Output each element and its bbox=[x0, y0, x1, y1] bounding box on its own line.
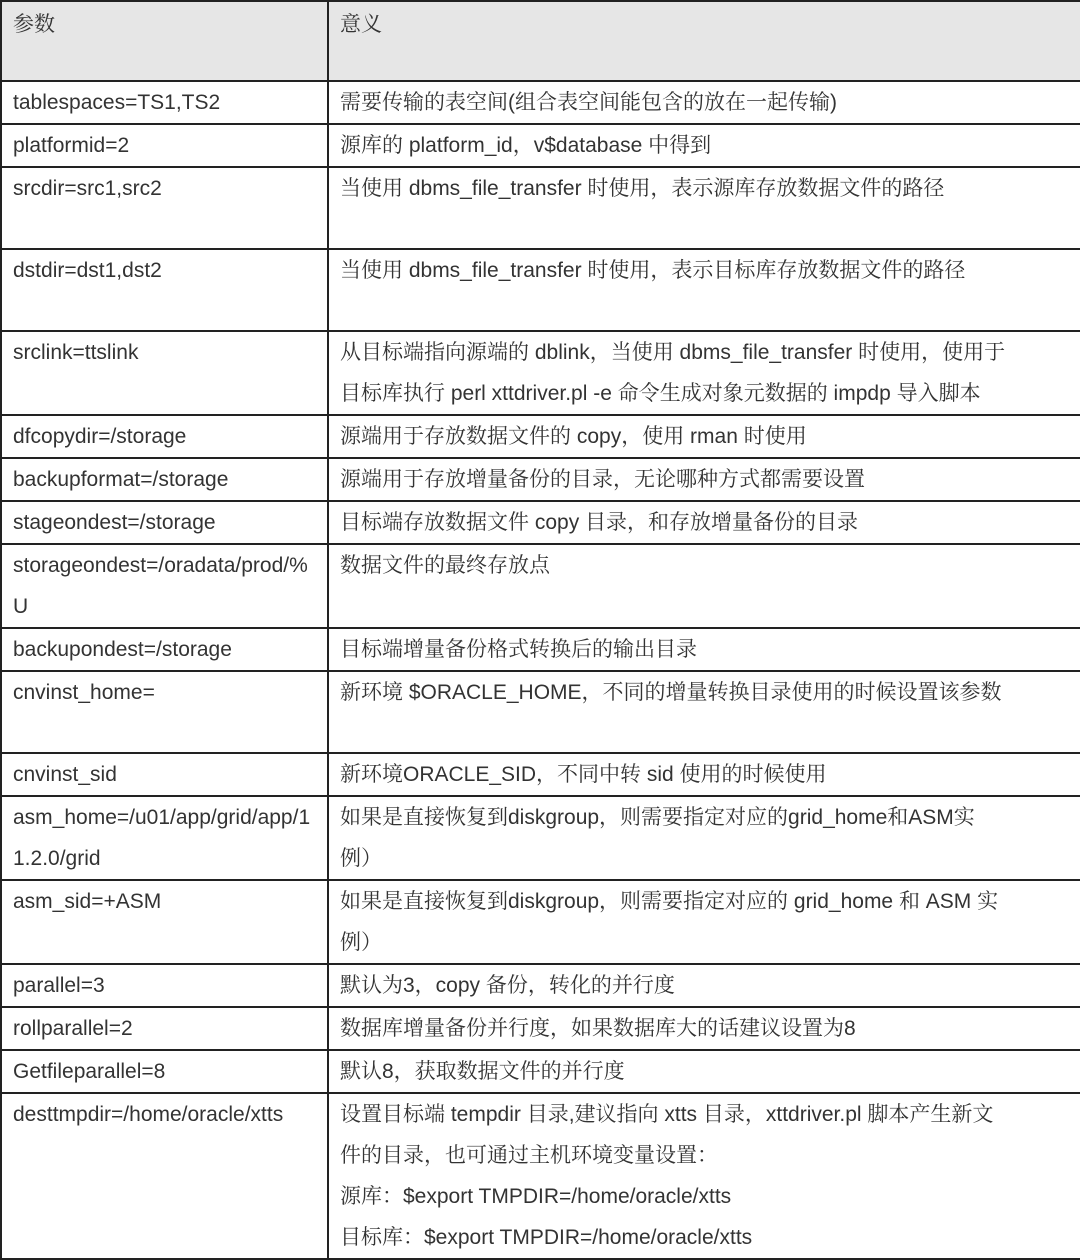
param-cell: desttmpdir=/home/oracle/xtts bbox=[1, 1093, 328, 1259]
meaning-cell bbox=[328, 671, 1080, 753]
table-row bbox=[1, 501, 1080, 544]
meaning-cell bbox=[328, 331, 1080, 415]
param-cell: dfcopydir=/storage bbox=[1, 415, 328, 458]
param-cell: rollparallel=2 bbox=[1, 1007, 328, 1050]
header-meaning: 意义 bbox=[328, 1, 1080, 81]
meaning-cell bbox=[328, 753, 1080, 796]
param-cell: cnvinst_home= bbox=[1, 671, 328, 753]
header-param: 参数 bbox=[1, 1, 328, 81]
param-cell: srcdir=src1,src2 bbox=[1, 167, 328, 249]
meaning-line: 例） bbox=[340, 931, 382, 954]
table-row bbox=[1, 249, 1080, 331]
meaning-cell bbox=[328, 501, 1080, 544]
header-row bbox=[1, 1, 1080, 81]
table-row bbox=[1, 796, 1080, 880]
table-body bbox=[1, 81, 1080, 1259]
param-cell: Getfileparallel=8 bbox=[1, 1050, 328, 1093]
table-row bbox=[1, 331, 1080, 415]
table-row bbox=[1, 1093, 1080, 1259]
param-cell: platformid=2 bbox=[1, 124, 328, 167]
meaning-line: 例） bbox=[340, 847, 382, 870]
param-cell: stageondest=/storage bbox=[1, 501, 328, 544]
param-cell: tablespaces=TS1,TS2 bbox=[1, 81, 328, 124]
meaning-line: 目标端存放数据文件 copy 目录，和存放增量备份的目录 bbox=[340, 511, 859, 534]
meaning-line: 件的目录，也可通过主机环境变量设置： bbox=[340, 1144, 718, 1167]
meaning-cell bbox=[328, 796, 1080, 880]
meaning-line: 源库：$export TMPDIR=/home/oracle/xtts bbox=[340, 1185, 732, 1208]
meaning-line: 当使用 dbms_file_transfer 时使用，表示目标库存放数据文件的路径 bbox=[340, 259, 966, 282]
meaning-line: 设置目标端 tempdir 目录,建议指向 xtts 目录，xttdriver.pl 脚本产生新文 bbox=[340, 1103, 994, 1126]
param-cell: asm_sid=+ASM bbox=[1, 880, 328, 964]
meaning-cell bbox=[328, 458, 1080, 501]
table-row bbox=[1, 415, 1080, 458]
meaning-line: 目标库：$export TMPDIR=/home/oracle/xtts bbox=[340, 1226, 753, 1249]
meaning-line: 源端用于存放增量备份的目录，无论哪种方式都需要设置 bbox=[340, 468, 865, 491]
meaning-cell bbox=[328, 880, 1080, 964]
param-cell: cnvinst_sid bbox=[1, 753, 328, 796]
table-row bbox=[1, 880, 1080, 964]
meaning-line: 源端用于存放数据文件的 copy，使用 rman 时使用 bbox=[340, 425, 807, 448]
meaning-cell bbox=[328, 1050, 1080, 1093]
table-row bbox=[1, 1050, 1080, 1093]
meaning-line: 默认为3，copy 备份，转化的并行度 bbox=[340, 974, 675, 997]
meaning-cell bbox=[328, 1093, 1080, 1259]
meaning-cell bbox=[328, 1007, 1080, 1050]
meaning-cell bbox=[328, 167, 1080, 249]
param-cell: srclink=ttslink bbox=[1, 331, 328, 415]
meaning-line: 数据库增量备份并行度，如果数据库大的话建议设置为8 bbox=[340, 1017, 856, 1040]
table-row bbox=[1, 671, 1080, 753]
meaning-line: 目标库执行 perl xttdriver.pl -e 命令生成对象元数据的 impdp 导入脚本 bbox=[340, 382, 981, 405]
param-cell: asm_home=/u01/app/grid/app/11.2.0/grid bbox=[1, 796, 328, 880]
table-row bbox=[1, 81, 1080, 124]
meaning-cell bbox=[328, 249, 1080, 331]
meaning-cell bbox=[328, 415, 1080, 458]
meaning-line: 默认8，获取数据文件的并行度 bbox=[340, 1060, 625, 1083]
meaning-line: 新环境 $ORACLE_HOME，不同的增量转换目录使用的时候设置该参数 bbox=[340, 681, 1002, 704]
meaning-line: 数据文件的最终存放点 bbox=[340, 554, 550, 577]
meaning-line: 目标端增量备份格式转换后的输出目录 bbox=[340, 638, 697, 661]
meaning-cell bbox=[328, 124, 1080, 167]
table-row bbox=[1, 458, 1080, 501]
table-row bbox=[1, 167, 1080, 249]
param-cell: parallel=3 bbox=[1, 964, 328, 1007]
meaning-cell bbox=[328, 81, 1080, 124]
param-cell: backupondest=/storage bbox=[1, 628, 328, 671]
table-row bbox=[1, 124, 1080, 167]
table-row bbox=[1, 1007, 1080, 1050]
meaning-line: 如果是直接恢复到diskgroup，则需要指定对应的 grid_home 和 ASM 实 bbox=[340, 890, 999, 913]
meaning-line: 如果是直接恢复到diskgroup，则需要指定对应的grid_home和ASM实 bbox=[340, 806, 975, 829]
meaning-cell bbox=[328, 544, 1080, 628]
table-row bbox=[1, 628, 1080, 671]
param-cell: backupformat=/storage bbox=[1, 458, 328, 501]
meaning-line: 当使用 dbms_file_transfer 时使用，表示源库存放数据文件的路径 bbox=[340, 177, 945, 200]
meaning-cell bbox=[328, 964, 1080, 1007]
meaning-cell bbox=[328, 628, 1080, 671]
table-row bbox=[1, 753, 1080, 796]
meaning-line: 源库的 platform_id，v$database 中得到 bbox=[340, 134, 712, 157]
meaning-line: 需要传输的表空间(组合表空间能包含的放在一起传输) bbox=[340, 91, 837, 114]
meaning-line: 从目标端指向源端的 dblink，当使用 dbms_file_transfer 时使用，使用于 bbox=[340, 341, 1006, 364]
param-cell: storageondest=/oradata/prod/%U bbox=[1, 544, 328, 628]
param-cell: dstdir=dst1,dst2 bbox=[1, 249, 328, 331]
meaning-line: 新环境ORACLE_SID，不同中转 sid 使用的时候使用 bbox=[340, 763, 827, 786]
table-row bbox=[1, 964, 1080, 1007]
table-row bbox=[1, 544, 1080, 628]
